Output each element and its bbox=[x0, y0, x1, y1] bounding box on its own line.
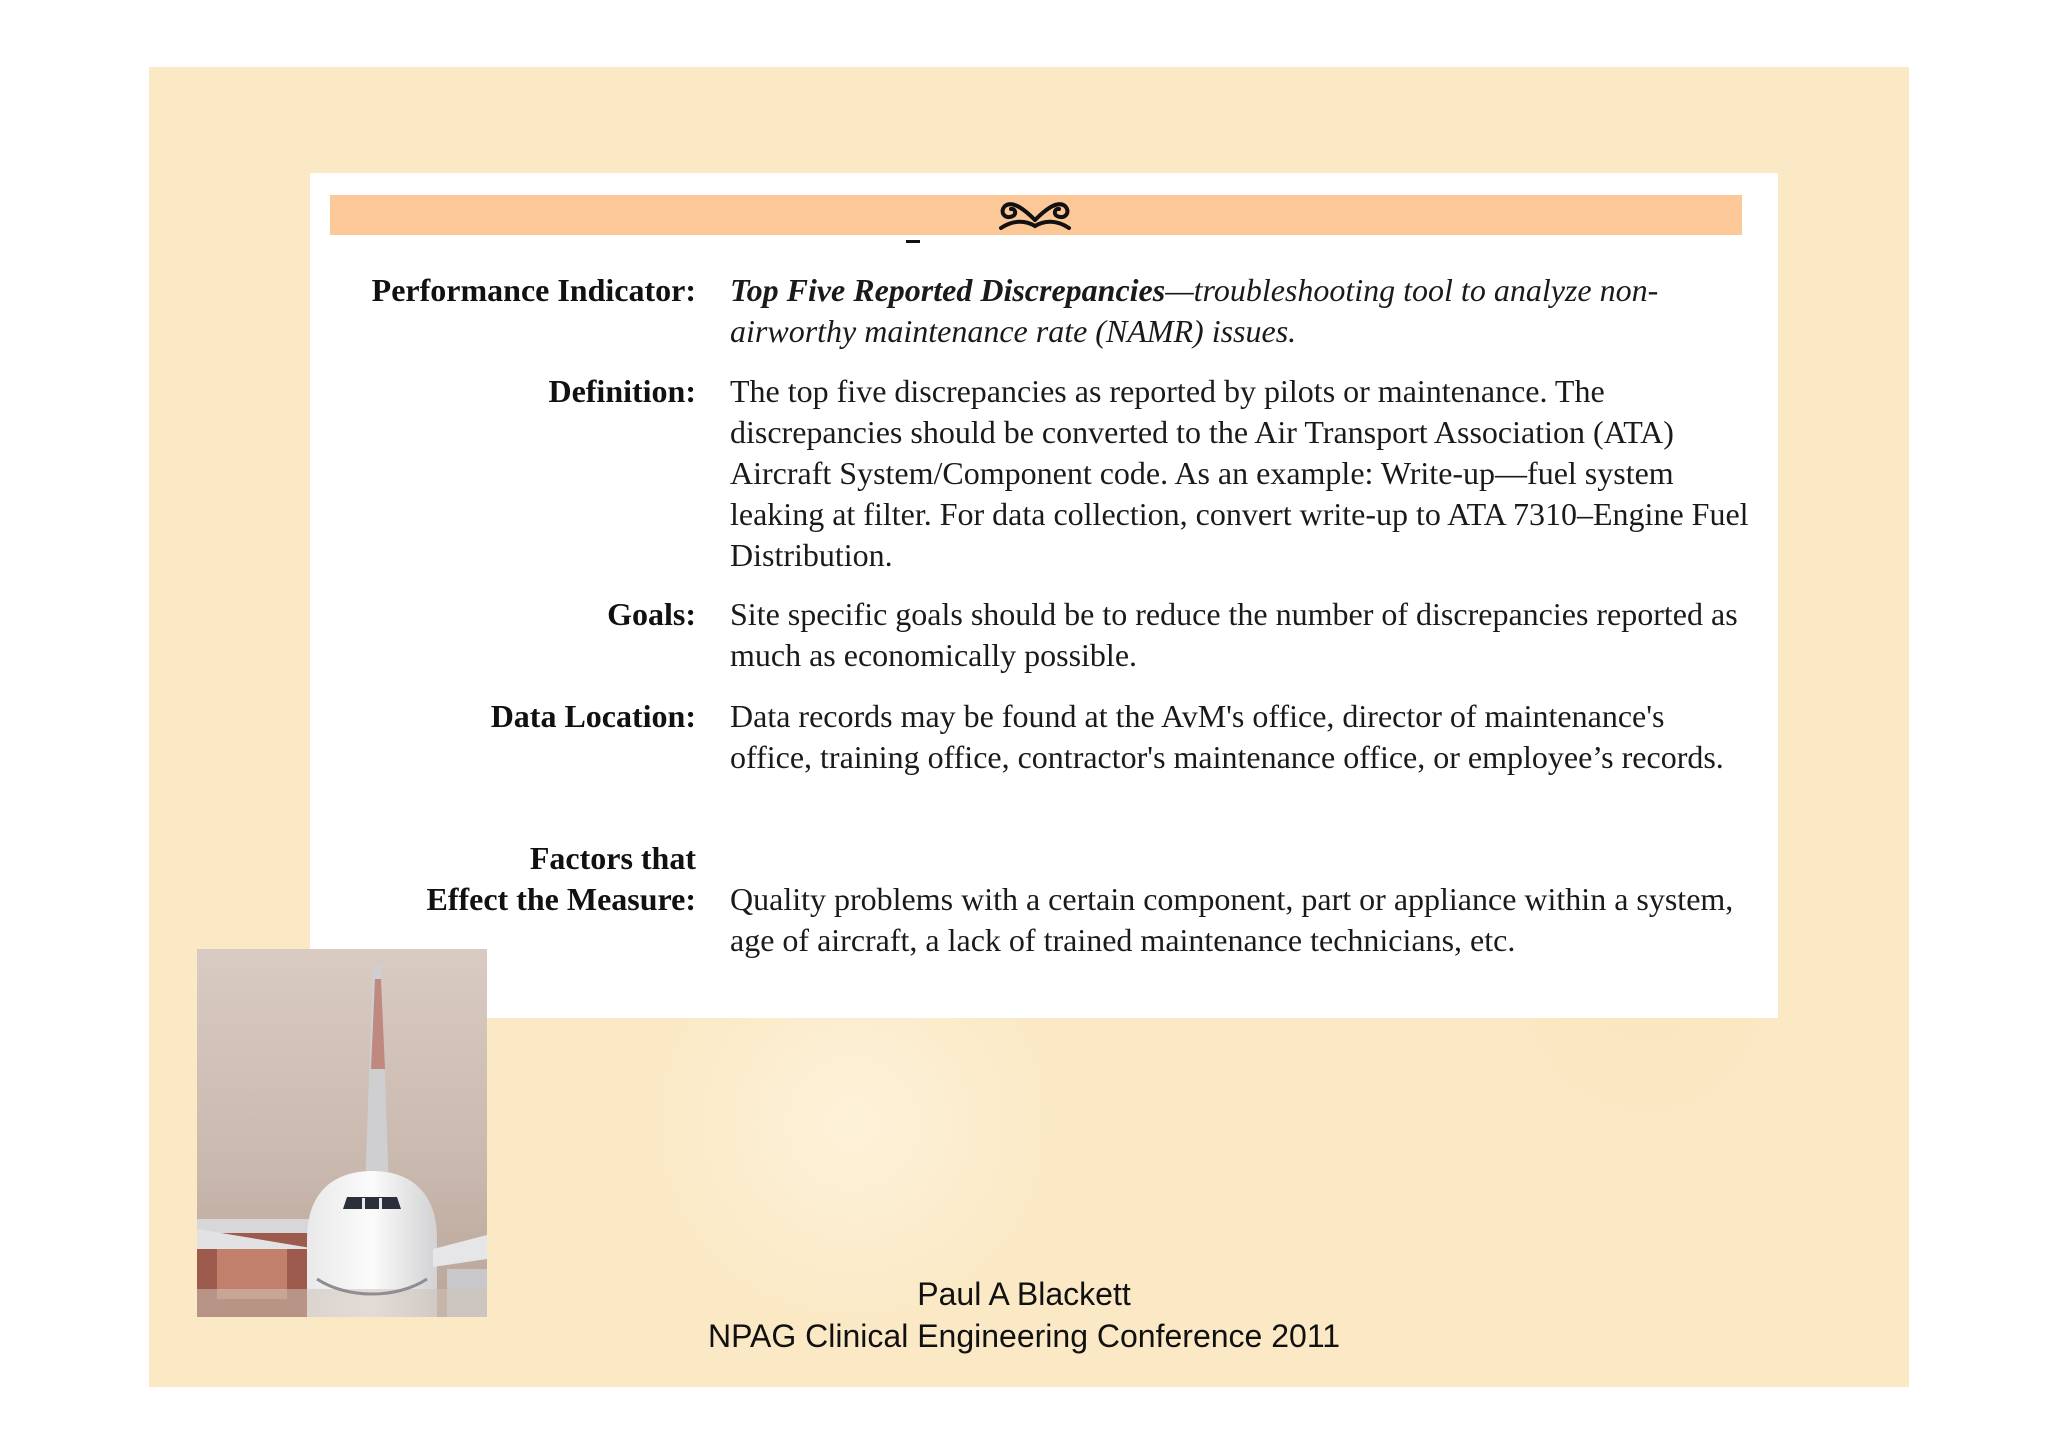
indicator-description: —troubleshooting tool to analyze non-airworthy maintenance rate (NAMR) issues. bbox=[730, 272, 1659, 349]
scroll-ornament-icon bbox=[995, 190, 1075, 236]
footer-author: Paul A Blackett bbox=[917, 1276, 1131, 1312]
value-definition: The top five discrepancies as reported by pilots or maintenance. The discrepancies should be converted to the Air Transport Association (ATA) Aircraft System/Component code. As an example: Write-up—fuel system leaking at filter. For data collection, convert write-up to ATA 7310–Engine Fuel Distribution. bbox=[730, 373, 1749, 573]
separator-dash bbox=[906, 240, 920, 243]
airplane-photo bbox=[197, 949, 487, 1317]
label-goals: Goals: bbox=[607, 596, 696, 632]
label-factors bbox=[330, 838, 696, 920]
footer-event: NPAG Clinical Engineering Conference 2011 bbox=[707, 1318, 1341, 1354]
label-factors-line2: Effect the Measure: bbox=[426, 881, 696, 917]
indicator-title: Top Five Reported Discrepancies bbox=[730, 272, 1166, 308]
value-performance-indicator bbox=[730, 270, 1750, 352]
value-data-location: Data records may be found at the AvM's office, director of maintenance's office, training office, contractor's maintenance office, or employee’s records. bbox=[730, 698, 1724, 775]
value-factors: Quality problems with a certain component, part or appliance within a system, age of aircraft, a lack of trained maintenance technicians, etc. bbox=[730, 881, 1734, 958]
label-data-location: Data Location: bbox=[490, 698, 696, 734]
label-performance-indicator: Performance Indicator: bbox=[371, 272, 696, 308]
label-factors-line1: Factors that bbox=[529, 840, 696, 876]
label-definition: Definition: bbox=[548, 373, 696, 409]
value-goals: Site specific goals should be to reduce the number of discrepancies reported as much as economically possible. bbox=[730, 596, 1738, 673]
